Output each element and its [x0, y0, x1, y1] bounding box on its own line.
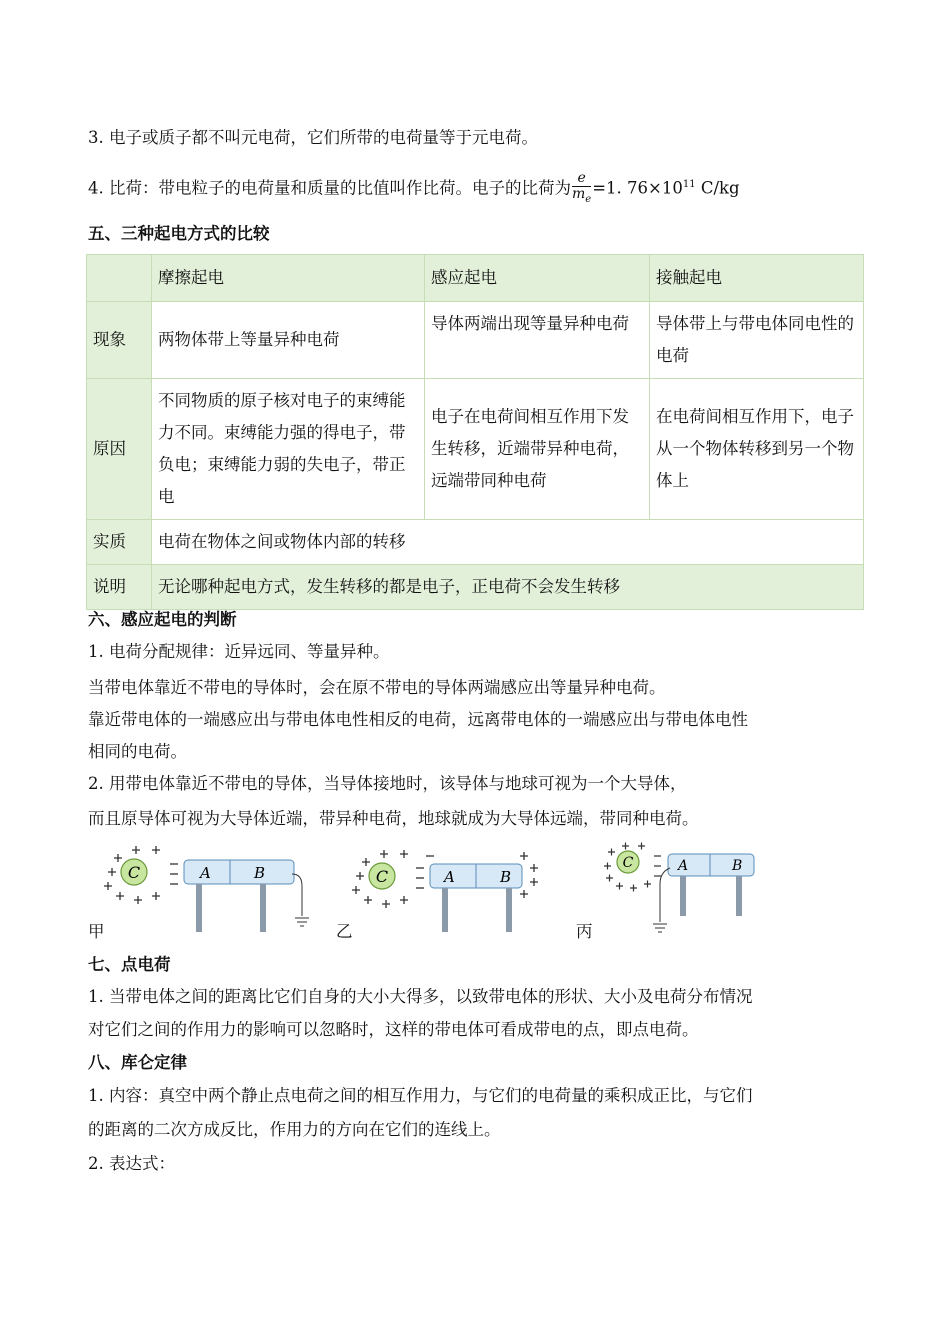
end-b-label: B — [500, 868, 512, 886]
ground-symbol — [295, 918, 309, 926]
specific-charge-value: =1. 76×10 — [592, 178, 683, 198]
support-post — [442, 888, 448, 932]
table-cell: 导体带上与带电体同电性的电荷 — [650, 302, 864, 379]
figure-jia — [102, 838, 322, 938]
section-5-title: 五、三种起电方式的比较 — [88, 224, 270, 243]
paragraph-line: 相同的电荷。 — [88, 742, 187, 761]
paragraph-line: 1. 当带电体之间的距离比它们自身的大小大得多，以致带电体的形状、大小及电荷分布情况 — [88, 987, 753, 1006]
table-row — [87, 520, 864, 565]
row-label: 现象 — [87, 302, 152, 379]
negative-charges — [170, 864, 178, 884]
point-4 — [88, 170, 740, 207]
denominator-symbol: m — [572, 186, 586, 203]
paragraph-line: 靠近带电体的一端感应出与带电体电性相反的电荷，远离带电体的一端感应出与带电体电性 — [88, 710, 748, 729]
table-header-cell — [87, 255, 152, 302]
support-post — [506, 888, 512, 932]
fraction-numerator: e — [572, 171, 591, 187]
sphere-label: C — [622, 855, 634, 871]
sphere-label: C — [375, 867, 389, 886]
end-a-label: A — [444, 868, 455, 886]
paragraph-line: 2. 表达式： — [88, 1154, 175, 1173]
specific-charge-exponent: 11 — [682, 179, 696, 190]
end-b-label: B — [732, 858, 743, 874]
section-7-title: 七、点电荷 — [88, 955, 171, 974]
end-a-label: A — [678, 858, 689, 874]
table-header-cell: 摩擦起电 — [152, 255, 425, 302]
support-post — [196, 884, 202, 932]
comparison-table — [86, 254, 864, 610]
row-label: 说明 — [87, 565, 152, 610]
fraction-denominator — [572, 187, 591, 207]
row-label: 实质 — [87, 520, 152, 565]
section-8-title: 八、库仑定律 — [88, 1053, 187, 1072]
table-merged-cell: 电荷在物体之间或物体内部的转移 — [152, 520, 864, 565]
section-6-title: 六、感应起电的判断 — [88, 610, 237, 629]
point-3: 3. 电子或质子都不叫元电荷，它们所带的电荷量等于元电荷。 — [88, 128, 538, 147]
paragraph-line: 的距离的二次方成反比，作用力的方向在它们的连线上。 — [88, 1120, 501, 1139]
table-row — [87, 379, 864, 520]
support-post — [680, 876, 686, 916]
paragraph-line: 1. 电荷分配规律：近异远同、等量异种。 — [88, 642, 390, 661]
table-header-cell: 接触起电 — [650, 255, 864, 302]
ground-wire — [660, 868, 670, 922]
table-cell: 电子在电荷间相互作用下发生转移，近端带异种电荷，远端带同种电荷 — [425, 379, 650, 520]
figure-label-yi: 乙 — [336, 922, 353, 941]
support-post — [736, 876, 742, 916]
ground-symbol — [653, 924, 667, 932]
specific-charge-fraction — [572, 171, 591, 207]
figure-label-jia: 甲 — [88, 922, 105, 941]
end-a-label: A — [200, 864, 211, 882]
paragraph-line: 1. 内容：真空中两个静止点电荷之间的相互作用力，与它们的电荷量的乘积成正比，与它们 — [88, 1086, 753, 1105]
denominator-subscript: e — [585, 193, 592, 205]
figure-bing — [602, 838, 782, 938]
table-row — [87, 565, 864, 610]
induction-diagrams — [88, 838, 864, 948]
table-merged-cell: 无论哪种起电方式，发生转移的都是电子，正电荷不会发生转移 — [152, 565, 864, 610]
paragraph-line: 对它们之间的作用力的影响可以忽略时，这样的带电体可看成带电的点，即点电荷。 — [88, 1020, 699, 1039]
table-cell: 不同物质的原子核对电子的束缚能力不同。束缚能力强的得电子，带负电；束缚能力弱的失电子，带正电 — [152, 379, 425, 520]
paragraph-line: 2. 用带电体靠近不带电的导体，当导体接地时，该导体与地球可视为一个大导体， — [88, 774, 687, 793]
table-header-row — [87, 255, 864, 302]
table-cell: 导体两端出现等量异种电荷 — [425, 302, 650, 379]
end-b-label: B — [254, 864, 266, 882]
sphere-label: C — [127, 863, 141, 882]
table-header-cell: 感应起电 — [425, 255, 650, 302]
support-post — [260, 884, 266, 932]
specific-charge-unit: C/kg — [695, 178, 740, 198]
negative-charges — [654, 856, 661, 876]
paragraph-line: 当带电体靠近不带电的导体时，会在原不带电的导体两端感应出等量异种电荷。 — [88, 678, 666, 697]
paragraph-line: 而且原导体可视为大导体近端，带异种电荷，地球就成为大导体远端，带同种电荷。 — [88, 809, 699, 828]
row-label: 原因 — [87, 379, 152, 520]
point-4-text: 4. 比荷：带电粒子的电荷量和质量的比值叫作比荷。电子的比荷为 — [88, 178, 571, 198]
table-cell: 在电荷间相互作用下，电子从一个物体转移到另一个物体上 — [650, 379, 864, 520]
table-cell: 两物体带上等量异种电荷 — [152, 302, 425, 379]
figure-yi — [350, 842, 570, 942]
figure-label-bing: 丙 — [576, 922, 593, 941]
table-row — [87, 302, 864, 379]
